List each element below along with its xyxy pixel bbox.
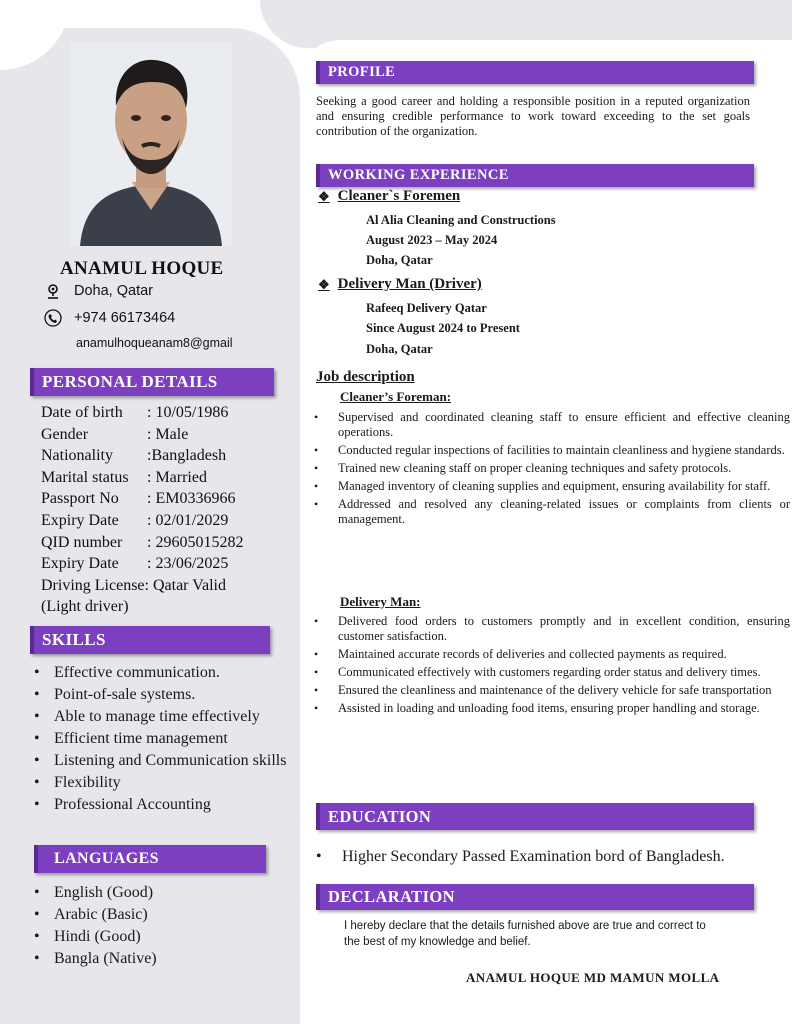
signature-name: ANAMUL HOQUE MD MAMUN MOLLA: [466, 970, 720, 985]
detail-key: Expiry Date: [41, 511, 119, 529]
location-text: Doha, Qatar: [74, 283, 153, 299]
skill-item: • Able to manage time effectively: [30, 706, 298, 728]
diamond-bullet-icon: ❖: [318, 276, 330, 292]
skill-item: • Efficient time management: [30, 728, 298, 750]
skill-item: • Listening and Communication skills: [30, 750, 298, 772]
detail-row: [41, 445, 243, 467]
job-2-period: Since August 2024 to Present: [366, 321, 520, 335]
education-title: EDUCATION: [328, 806, 432, 826]
detail-row: [41, 467, 243, 489]
personal-details-list: [41, 402, 243, 618]
email-text[interactable]: anamulhoqueanam8@gmail: [76, 336, 233, 350]
duty-item: • Supervised and coordinated cleaning staff to ensure efficient and effective cleaning operations.: [314, 410, 790, 440]
duty-item: • Assisted in loading and unloading food items, ensuring proper handling and storage.: [314, 701, 790, 716]
skills-list: [30, 662, 298, 816]
detail-key: QID number: [41, 533, 123, 551]
skill-item: • Professional Accounting: [30, 794, 298, 816]
duty-item: • Maintained accurate records of deliveries and collected payments as required.: [314, 647, 790, 662]
skill-item: • Point-of-sale systems.: [30, 684, 298, 706]
license-note: (Light driver): [41, 598, 129, 616]
detail-row: [41, 532, 243, 554]
duty-item: • Managed inventory of cleaning supplies and equipment, ensuring availability for staff.: [314, 479, 790, 494]
profile-header: [316, 61, 754, 84]
declaration-text: I hereby declare that the details furnished above are true and correct to the best of my knowledge and belief.: [344, 920, 706, 948]
profile-photo-illustration: [70, 42, 232, 246]
education-item: • Higher Secondary Passed Examination bord of Bangladesh.: [316, 848, 725, 865]
job-2-role: Delivery Man (Driver): [337, 276, 482, 292]
location-row: [42, 283, 153, 299]
cleaner-foreman-title: Cleaner’s Foreman:: [340, 389, 452, 404]
detail-row: [41, 488, 243, 510]
detail-row: [41, 510, 243, 532]
detail-value: : 02/01/2029: [147, 511, 229, 529]
languages-title: LANGUAGES: [54, 850, 159, 867]
duty-item: • Ensured the cleanliness and maintenance of the delivery vehicle for safe transportation: [314, 683, 790, 698]
experience-title: WORKING EXPERIENCE: [328, 167, 509, 183]
detail-row: [41, 402, 243, 424]
detail-key: Passport No: [41, 490, 119, 508]
detail-value: :Bangladesh: [147, 447, 227, 465]
cleaner-duties-list: [314, 410, 790, 530]
declaration-title: DECLARATION: [328, 887, 455, 906]
languages-list: [30, 882, 157, 970]
language-item: • Arabic (Basic): [30, 904, 157, 926]
duty-item: • Trained new cleaning staff on proper cleaning techniques and safety protocols.: [314, 461, 790, 476]
profile-text: Seeking a good career and holding a responsible position in a reputed organization and ensuring credible performance to work toward exceeding to the set goals contribution of the organization.: [316, 94, 750, 138]
personal-details-header: [30, 368, 274, 396]
profile-title: PROFILE: [328, 64, 396, 80]
job-2-place: Doha, Qatar: [366, 342, 433, 356]
language-item: • Bangla (Native): [30, 948, 157, 970]
duty-item: • Delivered food orders to customers promptly and in excellent condition, ensuring customer satisfaction.: [314, 614, 790, 644]
profile-photo: [70, 42, 232, 246]
job-1-place: Doha, Qatar: [366, 253, 433, 267]
detail-key: Expiry Date: [41, 555, 119, 573]
license-row: [41, 575, 243, 597]
job-1-role: Cleaner`s Foremen: [337, 188, 461, 204]
personal-details-title: PERSONAL DETAILS: [42, 372, 218, 391]
job-description-title: Job description: [316, 369, 415, 385]
delivery-man-title: Delivery Man:: [340, 594, 421, 609]
license-text: Driving License: Qatar Valid: [41, 576, 226, 594]
phone-icon: [42, 309, 64, 327]
phone-row: [42, 309, 175, 327]
job-1-period: August 2023 – May 2024: [366, 233, 498, 247]
detail-row: [41, 553, 243, 575]
duty-item: • Conducted regular inspections of facilities to maintain cleanliness and hygiene standards.: [314, 443, 790, 458]
delivery-duties-list: [314, 614, 790, 719]
skills-title: SKILLS: [42, 630, 106, 649]
duty-item: • Addressed and resolved any cleaning-related issues or complaints from clients or management.: [314, 497, 790, 527]
education-text: Higher Secondary Passed Examination bord of Bangladesh.: [342, 848, 725, 865]
detail-key: Marital status: [41, 468, 129, 486]
skill-item: • Flexibility: [30, 772, 298, 794]
job-1-company: Al Alia Cleaning and Constructions: [366, 213, 556, 227]
detail-value: : Male: [147, 425, 189, 443]
skill-item: • Effective communication.: [30, 662, 298, 684]
detail-key: Gender: [41, 425, 89, 443]
candidate-name: ANAMUL HOQUE: [60, 258, 224, 279]
job-1-title: [318, 188, 460, 205]
language-item: • English (Good): [30, 882, 157, 904]
location-pin-icon: [42, 283, 64, 299]
job-2-company: Rafeeq Delivery Qatar: [366, 301, 487, 315]
duty-item: • Communicated effectively with customers regarding order status and delivery times.: [314, 665, 790, 680]
skills-header: [30, 626, 270, 654]
detail-value: : EM0336966: [147, 490, 236, 508]
detail-value: : 23/06/2025: [147, 555, 229, 573]
detail-value: : Married: [147, 468, 207, 486]
languages-header: [34, 845, 266, 873]
detail-row: [41, 424, 243, 446]
detail-key: Nationality: [41, 447, 113, 465]
detail-key: Date of birth: [41, 404, 123, 421]
license-note-row: [41, 596, 243, 618]
experience-header: [316, 164, 754, 187]
detail-value: : 10/05/1986: [147, 404, 229, 421]
detail-value: : 29605015282: [147, 533, 244, 551]
education-header: [316, 803, 754, 830]
phone-text: +974 66173464: [74, 310, 176, 326]
diamond-bullet-icon: ❖: [318, 188, 330, 204]
job-2-title: [318, 276, 482, 293]
declaration-header: [316, 884, 754, 910]
language-item: • Hindi (Good): [30, 926, 157, 948]
